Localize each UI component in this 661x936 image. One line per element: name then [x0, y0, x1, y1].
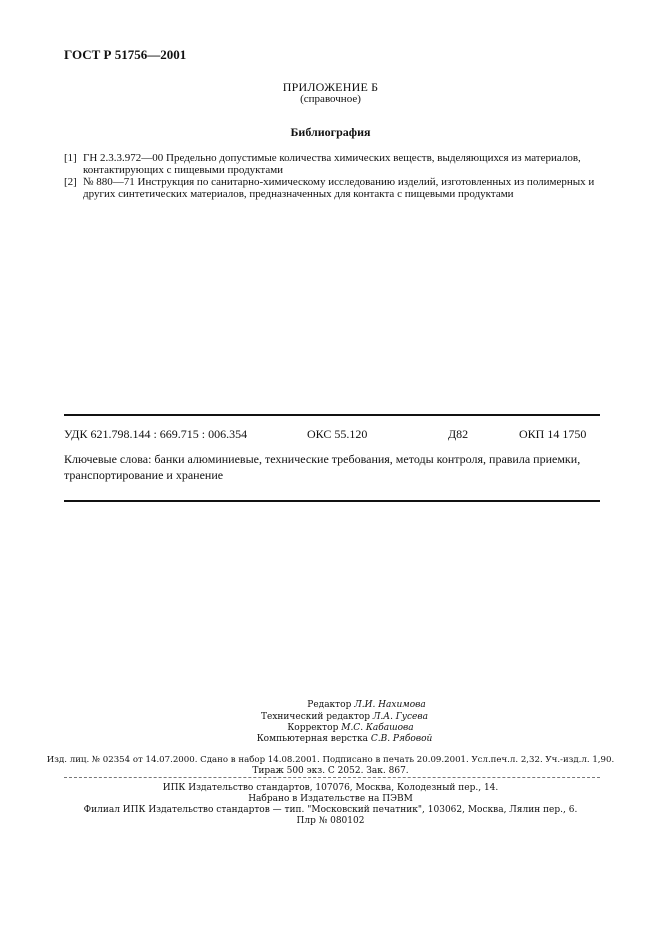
- divider-top: [64, 414, 600, 416]
- keywords: Ключевые слова: банки алюминиевые, технические требования, методы контроля, правила приемки, транспортирование и хранение: [64, 452, 581, 482]
- oks-code: ОКС 55.120: [307, 427, 368, 441]
- document-code: ГОСТ Р 51756—2001: [64, 47, 187, 62]
- bibliography-item-text: ГН 2.3.3.972—00 Предельно допустимые количества химических веществ, выделяющихся из материалов, контактирующих с пищевыми продуктами: [83, 152, 581, 176]
- editor-line: [36, 700, 661, 710]
- appendix-title: ПРИЛОЖЕНИЕ Б: [282, 80, 379, 94]
- tech-editor-line: [14, 712, 661, 722]
- bibliography-item-text: № 880—71 Инструкция по санитарно-химическому исследованию изделий, изготовленных из полимерных и других синтетических материалов, предназначенных для контакта с пищевыми продуктами: [83, 176, 595, 200]
- print-info-line-1: Изд. лиц. № 02354 от 14.07.2000. Сдано в набор 14.08.2001. Подписано в печать 20.09.2001. Усл.печ.л. 2,32. Уч.-изд.л. 1,90.: [46, 755, 615, 765]
- bibliography-item-number: [2]: [64, 176, 77, 188]
- publisher-line-3: Филиал ИПК Издательство стандартов — тип. "Московский печатник", 103062, Москва, Лялин пер., 6.: [83, 805, 578, 815]
- publisher-line-4: Плр № 080102: [296, 816, 365, 826]
- tech-editor-name: Л.А. Гусева: [372, 712, 428, 722]
- corrector-name: М.С. Кабашова: [341, 723, 414, 733]
- udk-code: УДК 621.798.144 : 669.715 : 006.354: [64, 427, 248, 441]
- group-code: Д82: [448, 427, 469, 441]
- divider-bottom: [64, 500, 600, 502]
- publisher-line-1: ИПК Издательство стандартов, 107076, Москва, Колодезный пер., 14.: [162, 783, 499, 793]
- bibliography-item: [64, 176, 604, 200]
- layout-label: Компьютерная верстка: [256, 734, 368, 744]
- layout-line: [14, 734, 661, 744]
- editor-label: Редактор: [307, 700, 352, 710]
- print-info-line-2: Тираж 500 экз. С 2052. Зак. 867.: [252, 766, 409, 776]
- layout-name: С.В. Рябовой: [370, 734, 433, 744]
- imprint-divider: [64, 777, 600, 778]
- tech-editor-label: Технический редактор: [261, 712, 371, 722]
- bibliography-item: [64, 152, 604, 176]
- okp-code: ОКП 14 1750: [519, 427, 587, 441]
- publisher-line-2: Набрано в Издательстве на ПЭВМ: [248, 794, 413, 804]
- appendix-subtitle: (справочное): [300, 93, 361, 105]
- corrector-line: [20, 723, 661, 733]
- bibliography-heading: Библиография: [290, 125, 371, 139]
- corrector-label: Корректор: [287, 723, 339, 733]
- bibliography-item-number: [1]: [64, 152, 77, 164]
- editor-name: Л.И. Нахимова: [354, 700, 426, 710]
